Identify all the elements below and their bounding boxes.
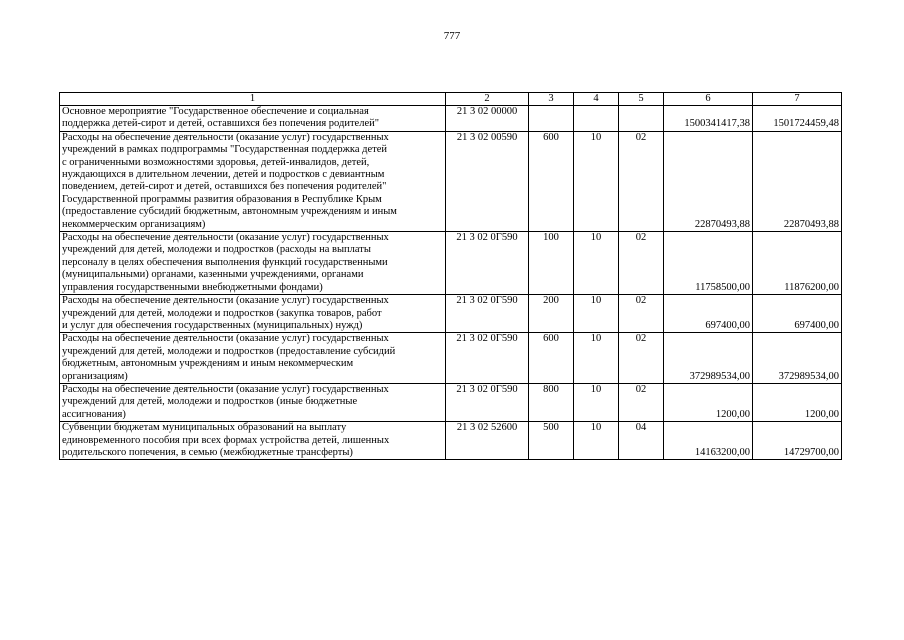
header-cell: 3 bbox=[529, 93, 574, 106]
header-cell: 4 bbox=[574, 93, 619, 106]
table-row bbox=[60, 295, 842, 333]
target-code: 21 3 02 0Г590 bbox=[446, 295, 529, 333]
amount-year-2: 1200,00 bbox=[753, 383, 842, 421]
target-code: 21 3 02 0Г590 bbox=[446, 383, 529, 421]
subsection-code: 02 bbox=[619, 383, 664, 421]
amount-year-1: 1500341417,38 bbox=[664, 106, 753, 132]
amount-year-2: 697400,00 bbox=[753, 295, 842, 333]
expense-type: 100 bbox=[529, 232, 574, 295]
amount-year-1: 1200,00 bbox=[664, 383, 753, 421]
amount-year-2: 11876200,00 bbox=[753, 232, 842, 295]
amount-year-2: 22870493,88 bbox=[753, 131, 842, 231]
section-code bbox=[574, 106, 619, 132]
subsection-code: 02 bbox=[619, 131, 664, 231]
subsection-code: 02 bbox=[619, 295, 664, 333]
subsection-code bbox=[619, 106, 664, 132]
target-code: 21 3 02 0Г590 bbox=[446, 232, 529, 295]
subsection-code: 04 bbox=[619, 422, 664, 460]
amount-year-1: 697400,00 bbox=[664, 295, 753, 333]
row-description: Расходы на обеспечение деятельности (оказание услуг) государственных учреждений в рамках подпрограммы "Государственная поддержка детей с ограниченными возможностями здоровья, детей-инвалидов, детей, нуждающихся в длительном лечении, детей и подростков с девиантным поведением, детей-сирот и детей, оставшихся без попечения родителей" Государственной программы развития образования в Республике Крым (предоставление субсидий бюджетным, автономным учреждениям и иным некоммерческим организациям) bbox=[60, 131, 446, 231]
table-row bbox=[60, 232, 842, 295]
header-cell: 1 bbox=[60, 93, 446, 106]
header-cell: 2 bbox=[446, 93, 529, 106]
section-code: 10 bbox=[574, 232, 619, 295]
expense-type: 600 bbox=[529, 131, 574, 231]
row-description: Расходы на обеспечение деятельности (оказание услуг) государственных учреждений для детей, молодежи и подростков (закупка товаров, работ и услуг для обеспечения государственных (муниципальных) нужд) bbox=[60, 295, 446, 333]
table-row bbox=[60, 131, 842, 231]
page-number: 777 bbox=[443, 30, 461, 42]
table-row bbox=[60, 383, 842, 421]
target-code: 21 3 02 00590 bbox=[446, 131, 529, 231]
amount-year-1: 14163200,00 bbox=[664, 422, 753, 460]
target-code: 21 3 02 00000 bbox=[446, 106, 529, 132]
table-row bbox=[60, 333, 842, 384]
header-cell: 5 bbox=[619, 93, 664, 106]
expense-type: 500 bbox=[529, 422, 574, 460]
row-description: Расходы на обеспечение деятельности (оказание услуг) государственных учреждений для детей, молодежи и подростков (иные бюджетные ассигнования) bbox=[60, 383, 446, 421]
header-cell: 6 bbox=[664, 93, 753, 106]
expense-type bbox=[529, 106, 574, 132]
expense-type: 800 bbox=[529, 383, 574, 421]
amount-year-2: 14729700,00 bbox=[753, 422, 842, 460]
subsection-code: 02 bbox=[619, 232, 664, 295]
table-row bbox=[60, 422, 842, 460]
target-code: 21 3 02 0Г590 bbox=[446, 333, 529, 384]
section-code: 10 bbox=[574, 383, 619, 421]
section-code: 10 bbox=[574, 422, 619, 460]
table-header-row bbox=[60, 93, 842, 106]
section-code: 10 bbox=[574, 333, 619, 384]
table-row bbox=[60, 106, 842, 132]
budget-table bbox=[59, 92, 842, 460]
amount-year-2: 372989534,00 bbox=[753, 333, 842, 384]
expense-type: 200 bbox=[529, 295, 574, 333]
amount-year-1: 11758500,00 bbox=[664, 232, 753, 295]
row-description: Основное мероприятие "Государственное обеспечение и социальная поддержка детей-сирот и детей, оставшихся без попечения родителей" bbox=[60, 106, 446, 132]
row-description: Субвенции бюджетам муниципальных образований на выплату единовременного пособия при всех формах устройства детей, лишенных родительского попечения, в семью (межбюджетные трансферты) bbox=[60, 422, 446, 460]
section-code: 10 bbox=[574, 295, 619, 333]
amount-year-2: 1501724459,48 bbox=[753, 106, 842, 132]
subsection-code: 02 bbox=[619, 333, 664, 384]
row-description: Расходы на обеспечение деятельности (оказание услуг) государственных учреждений для детей, молодежи и подростков (предоставление субсидий бюджетным, автономным учреждениям и иным некоммерческим организациям) bbox=[60, 333, 446, 384]
expense-type: 600 bbox=[529, 333, 574, 384]
row-description: Расходы на обеспечение деятельности (оказание услуг) государственных учреждений для детей, молодежи и подростков (расходы на выплаты персоналу в целях обеспечения выполнения функций государственными (муниципальными) органами, казенными учреждениями, органами управления государственными внебюджетными фондами) bbox=[60, 232, 446, 295]
amount-year-1: 372989534,00 bbox=[664, 333, 753, 384]
target-code: 21 3 02 52600 bbox=[446, 422, 529, 460]
section-code: 10 bbox=[574, 131, 619, 231]
amount-year-1: 22870493,88 bbox=[664, 131, 753, 231]
header-cell: 7 bbox=[753, 93, 842, 106]
